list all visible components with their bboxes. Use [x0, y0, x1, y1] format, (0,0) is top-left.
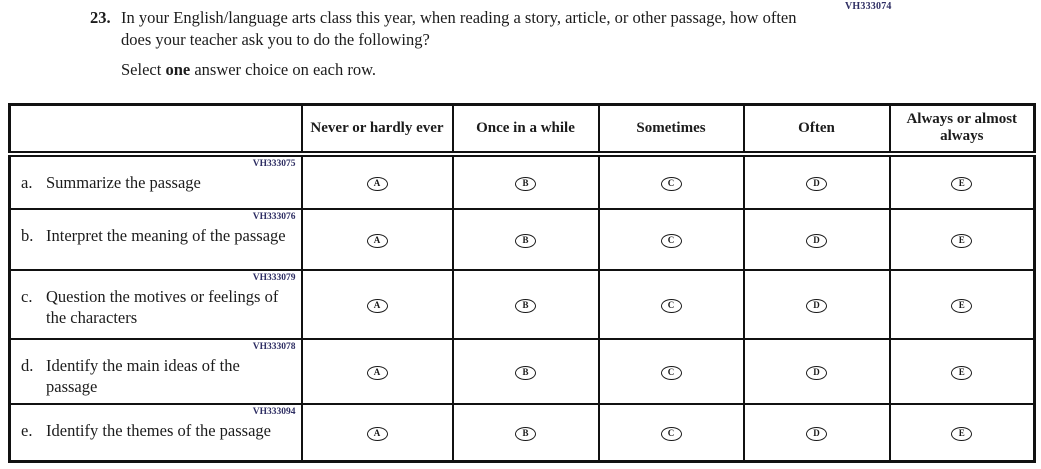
question-text: In your English/language arts class this year, when reading a story, article, or other passage, how often does your teacher ask you to do the following? — [121, 8, 797, 49]
answer-bubble-b[interactable]: B — [515, 366, 536, 380]
table-row-a — [10, 154, 1035, 209]
answer-cell — [744, 270, 890, 339]
table-row-b — [10, 209, 1035, 270]
row-text: Interpret the meaning of the passage — [46, 225, 286, 245]
answer-bubble-a[interactable]: A — [367, 299, 388, 313]
row-label — [21, 420, 297, 441]
header-sometimes: Sometimes — [599, 105, 744, 154]
row-text: Question the motives or feelings of the characters — [46, 286, 279, 327]
row-label-cell — [10, 339, 302, 404]
item-code: VH333078 — [252, 341, 296, 352]
row-letter: b. — [21, 225, 34, 245]
row-label-cell — [10, 154, 302, 209]
answer-bubble-a[interactable]: A — [367, 427, 388, 441]
header-never: Never or hardly ever — [302, 105, 453, 154]
answer-bubble-a[interactable]: A — [367, 177, 388, 191]
answer-cell — [599, 154, 744, 209]
answer-bubble-e[interactable]: E — [951, 427, 972, 441]
answer-bubble-d[interactable]: D — [806, 234, 827, 248]
answer-bubble-b[interactable]: B — [515, 234, 536, 248]
row-text: Identify the themes of the passage — [46, 420, 271, 440]
answer-bubble-a[interactable]: A — [367, 366, 388, 380]
answer-bubble-a[interactable]: A — [367, 234, 388, 248]
row-label — [21, 355, 297, 397]
answer-cell — [453, 404, 599, 462]
instruction-bold: one — [165, 59, 191, 79]
answer-cell — [302, 339, 453, 404]
answer-bubble-d[interactable]: D — [806, 177, 827, 191]
answer-cell — [599, 270, 744, 339]
row-label-cell — [10, 270, 302, 339]
answer-cell — [890, 209, 1035, 270]
answer-cell — [302, 154, 453, 209]
answer-cell — [744, 154, 890, 209]
answer-cell — [890, 339, 1035, 404]
row-text: Summarize the passage — [46, 172, 201, 192]
form-accession-code: VH333074 — [845, 1, 892, 12]
answer-bubble-b[interactable]: B — [515, 177, 536, 191]
answer-bubble-e[interactable]: E — [951, 177, 972, 191]
item-code: VH333076 — [252, 211, 296, 222]
answer-cell — [599, 209, 744, 270]
row-text: Identify the main ideas of the passage — [46, 355, 240, 396]
instruction-pre: Select — [121, 59, 166, 79]
answer-cell — [453, 154, 599, 209]
answer-cell — [744, 339, 890, 404]
header-empty-cell — [10, 105, 302, 154]
answer-cell — [453, 339, 599, 404]
item-code: VH333075 — [252, 158, 296, 169]
select-instruction — [121, 60, 810, 80]
row-letter: e. — [21, 420, 33, 440]
answer-cell — [599, 339, 744, 404]
answer-cell — [744, 404, 890, 462]
row-letter: a. — [21, 172, 33, 192]
answer-bubble-c[interactable]: C — [661, 366, 682, 380]
table-row-c — [10, 270, 1035, 339]
header-always: Always or almost always — [890, 105, 1035, 154]
answer-cell — [453, 270, 599, 339]
item-code: VH333094 — [252, 406, 296, 417]
answer-cell — [302, 404, 453, 462]
answer-bubble-e[interactable]: E — [951, 234, 972, 248]
row-label-cell — [10, 404, 302, 462]
answer-bubble-d[interactable]: D — [806, 366, 827, 380]
question-block — [90, 7, 810, 80]
header-often: Often — [744, 105, 890, 154]
row-letter: c. — [21, 286, 33, 306]
answer-bubble-c[interactable]: C — [661, 177, 682, 191]
answer-bubble-e[interactable]: E — [951, 366, 972, 380]
answer-bubble-d[interactable]: D — [806, 299, 827, 313]
row-label — [21, 172, 297, 193]
answer-cell — [599, 404, 744, 462]
answer-bubble-b[interactable]: B — [515, 427, 536, 441]
answer-bubble-d[interactable]: D — [806, 427, 827, 441]
row-label — [21, 286, 297, 328]
answer-bubble-c[interactable]: C — [661, 234, 682, 248]
row-label — [21, 225, 297, 246]
row-letter: d. — [21, 355, 34, 375]
row-label-cell — [10, 209, 302, 270]
header-once-in-a-while: Once in a while — [453, 105, 599, 154]
answer-cell — [890, 270, 1035, 339]
answer-cell — [453, 209, 599, 270]
answer-matrix-table — [8, 103, 1036, 463]
answer-cell — [890, 154, 1035, 209]
instruction-post: answer choice on each row. — [190, 59, 377, 79]
answer-bubble-c[interactable]: C — [661, 427, 682, 441]
answer-cell — [302, 270, 453, 339]
answer-cell — [744, 209, 890, 270]
table-row-e — [10, 404, 1035, 462]
answer-bubble-e[interactable]: E — [951, 299, 972, 313]
header-row — [10, 105, 1035, 154]
table-row-d — [10, 339, 1035, 404]
answer-bubble-c[interactable]: C — [661, 299, 682, 313]
item-code: VH333079 — [252, 272, 296, 283]
answer-bubble-b[interactable]: B — [515, 299, 536, 313]
answer-cell — [890, 404, 1035, 462]
question-number: 23. — [90, 8, 111, 27]
answer-cell — [302, 209, 453, 270]
